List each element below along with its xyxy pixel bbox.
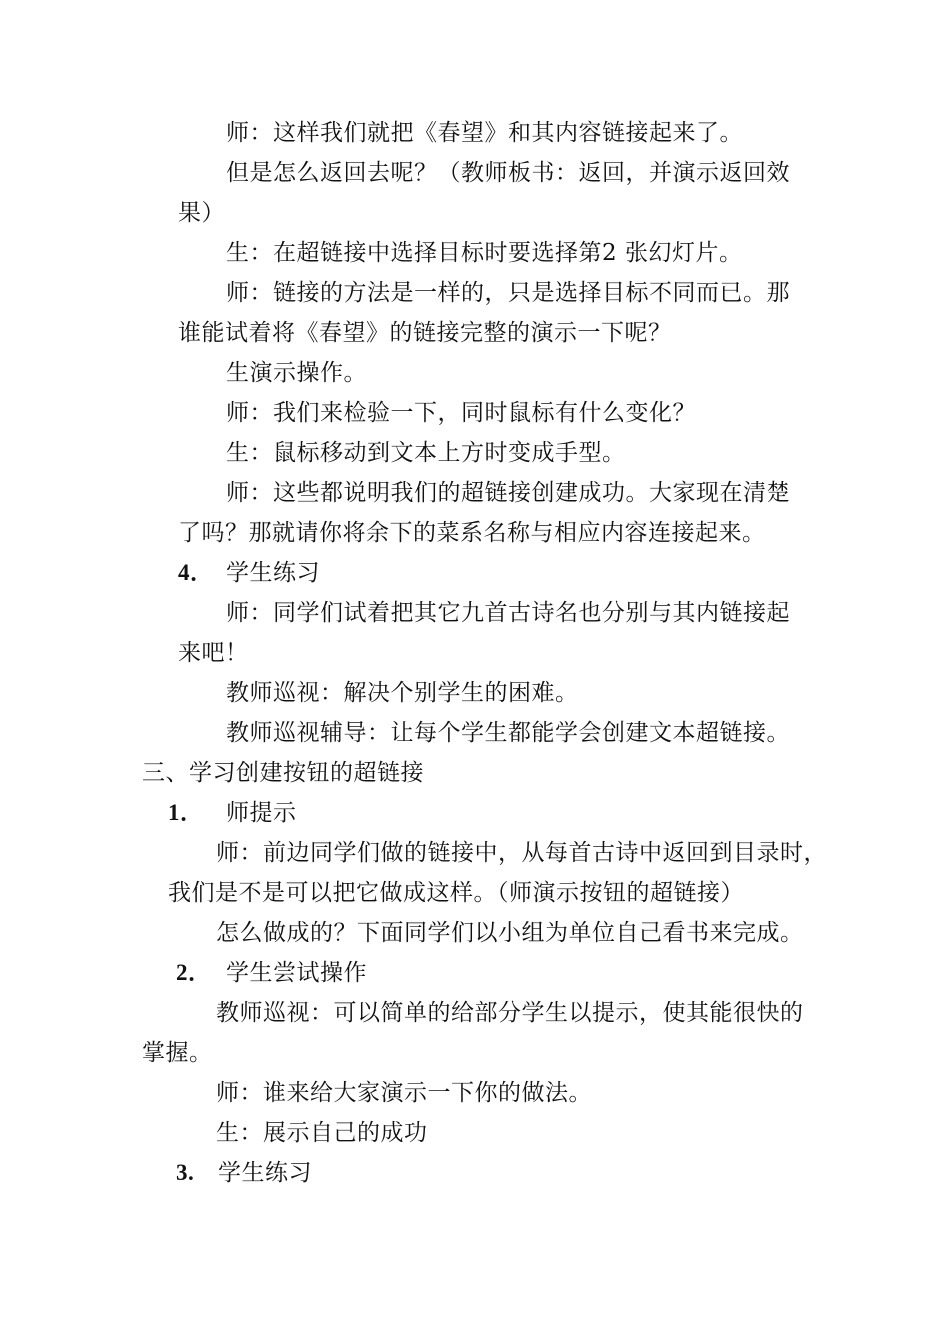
section-heading-3: [176, 1158, 312, 1188]
paragraph-line: 教师巡视：可以简单的给部分学生以提示，使其能很快的: [216, 1000, 804, 1026]
section-heading-4: [178, 558, 320, 588]
paragraph-line: 师：这样我们就把《春望》和其内容链接起来了。: [226, 120, 743, 146]
paragraph-line: 师：前边同学们做的链接中，从每首古诗中返回到目录时，: [216, 840, 827, 866]
paragraph-line: 教师巡视：解决个别学生的困难。: [226, 680, 579, 706]
paragraph-line: 生：鼠标移动到文本上方时变成手型。: [226, 440, 626, 466]
paragraph-line: 了吗？那就请你将余下的菜系名称与相应内容连接起来。: [178, 520, 766, 546]
paragraph-line: 生：展示自己的成功: [216, 1120, 428, 1146]
paragraph-line: 掌握。: [142, 1040, 213, 1066]
section-number: 2．: [176, 960, 212, 985]
paragraph-line: 生：在超链接中选择目标时要选择第2 张幻灯片。: [226, 240, 743, 266]
paragraph-line: 果）: [178, 200, 225, 226]
section-title: 学生练习: [218, 1160, 312, 1186]
section-title: 学生练习: [226, 560, 320, 586]
paragraph-line: 师：我们来检验一下，同时鼠标有什么变化？: [226, 400, 696, 426]
paragraph-line: 但是怎么返回去呢？（教师板书：返回，并演示返回效: [226, 160, 790, 186]
section-heading-2: [176, 958, 367, 988]
paragraph-line: 师：链接的方法是一样的，只是选择目标不同而已。那: [226, 280, 790, 306]
section-number: 4．: [178, 560, 214, 585]
section-heading-1: [168, 798, 297, 828]
paragraph-line: 我们是不是可以把它做成这样。（师演示按钮的超链接）: [168, 880, 744, 906]
section-number: 1．: [168, 800, 204, 825]
section-number: 3.: [176, 1160, 195, 1185]
section-title: 师提示: [226, 800, 297, 826]
paragraph-line: 怎么做成的？下面同学们以小组为单位自己看书来完成。: [216, 920, 804, 946]
paragraph-line: 谁能试着将《春望》的链接完整的演示一下呢？: [178, 320, 672, 346]
chapter-heading: 三、学习创建按钮的超链接: [142, 760, 424, 786]
paragraph-line: 师：这些都说明我们的超链接创建成功。大家现在清楚: [226, 480, 790, 506]
paragraph-line: 教师巡视辅导：让每个学生都能学会创建文本超链接。: [226, 720, 790, 746]
paragraph-line: 师：谁来给大家演示一下你的做法。: [216, 1080, 592, 1106]
section-title: 学生尝试操作: [226, 960, 367, 986]
paragraph-line: 生演示操作。: [226, 360, 367, 386]
paragraph-line: 师：同学们试着把其它九首古诗名也分别与其内链接起: [226, 600, 790, 626]
paragraph-line: 来吧！: [178, 640, 249, 666]
